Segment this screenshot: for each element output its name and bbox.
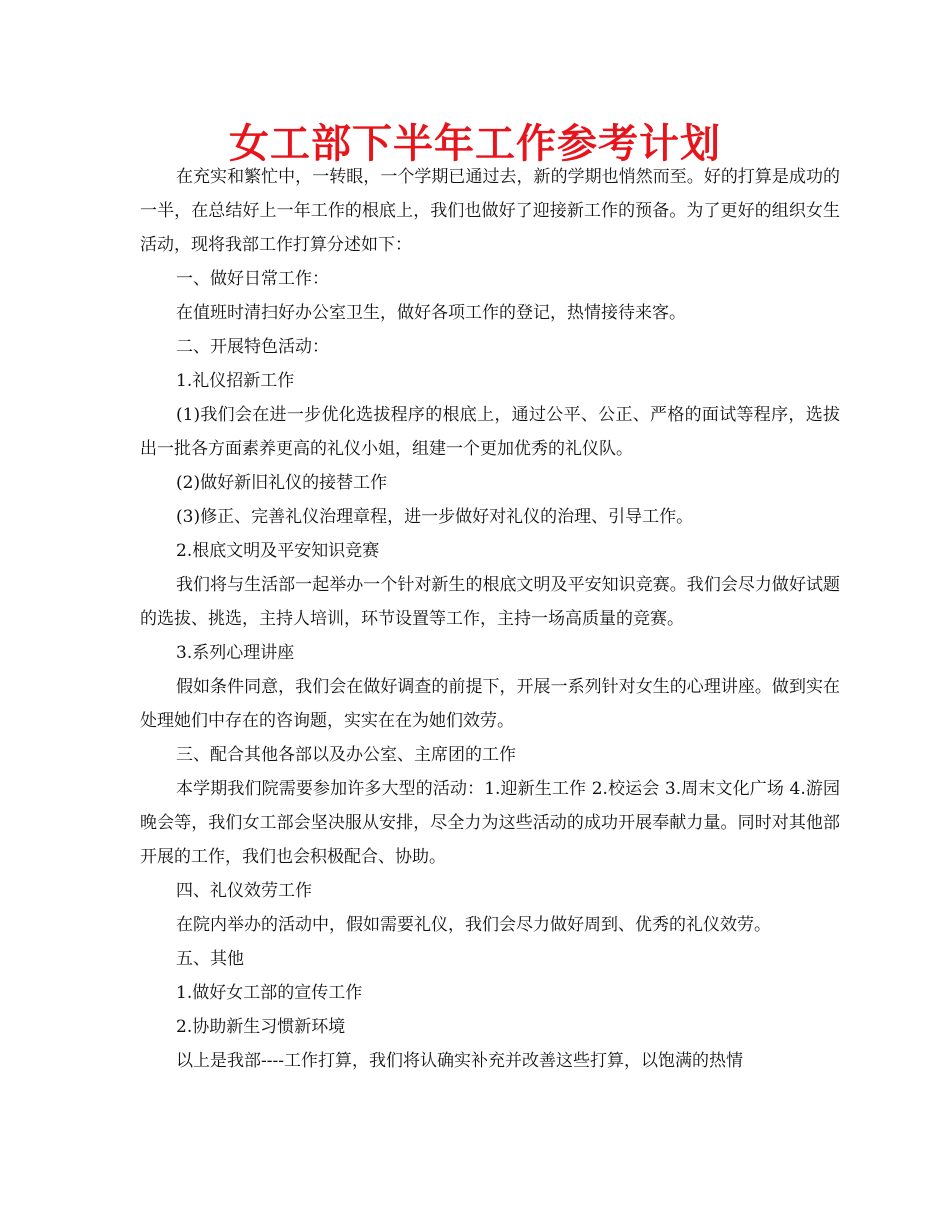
paragraph-psych-lectures: 假如条件同意，我们会在做好调查的前提下，开展一系列针对女生的心理讲座。做到实在处理她们中存在的咨询题，实实在在为她们效劳。 [140, 677, 840, 731]
subheading-etiquette-recruit: 1.礼仪招新工作 [176, 371, 295, 391]
subheading-psych-lectures: 3.系列心理讲座 [176, 643, 295, 663]
document-title: 女工部下半年工作参考计划 [229, 120, 721, 167]
heading-daily-work: 一、做好日常工作： [176, 269, 329, 289]
heading-special-activities: 二、开展特色活动： [176, 337, 329, 357]
paragraph-etiquette-2: (2)做好新旧礼仪的接替工作 [176, 473, 388, 493]
paragraph-closing: 以上是我部----工作打算，我们将认确实补充并改善这些打算，以饱满的热情 [176, 1051, 743, 1071]
paragraph-cooperate: 本学期我们院需要参加许多大型的活动：1.迎新生工作 2.校运会 3.周末文化广场 4.游园晚会等，我们女工部会坚决服从安排，尽全力为这些活动的成功开展奉献力量。同时对其他部开展的工作，我们也会积极配合、协助。 [140, 779, 840, 867]
heading-cooperate: 三、配合其他各部以及办公室、主席团的工作 [176, 745, 516, 765]
paragraph-etiquette-3: (3)修正、完善礼仪治理章程，进一步做好对礼仪的治理、引导工作。 [176, 507, 694, 527]
paragraph-knowledge-contest: 我们将与生活部一起举办一个针对新生的根底文明及平安知识竞赛。我们会尽力做好试题的选拔、挑选，主持人培训，环节设置等工作，主持一场高质量的竞赛。 [140, 575, 840, 629]
paragraph-other-1: 1.做好女工部的宣传工作 [176, 983, 363, 1003]
document-body [140, 160, 840, 1078]
paragraph-intro: 在充实和繁忙中，一转眼，一个学期已通过去，新的学期也悄然而至。好的打算是成功的一半，在总结好上一年工作的根底上，我们也做好了迎接新工作的预备。为了更好的组织女生活动，现将我部工作打算分述如下： [140, 167, 840, 255]
heading-etiquette-service: 四、礼仪效劳工作 [176, 881, 312, 901]
paragraph-daily-work: 在值班时清扫好办公室卫生，做好各项工作的登记，热情接待来客。 [176, 303, 686, 323]
paragraph-other-2: 2.协助新生习惯新环境 [176, 1017, 346, 1037]
subheading-knowledge-contest: 2.根底文明及平安知识竞赛 [176, 541, 380, 561]
paragraph-etiquette-1: (1)我们会在进一步优化选拔程序的根底上，通过公平、公正、严格的面试等程序，选拔出一批各方面素养更高的礼仪小姐，组建一个更加优秀的礼仪队。 [140, 405, 840, 459]
heading-other: 五、其他 [176, 949, 244, 969]
paragraph-etiquette-service: 在院内举办的活动中，假如需要礼仪，我们会尽力做好周到、优秀的礼仪效劳。 [176, 915, 771, 935]
